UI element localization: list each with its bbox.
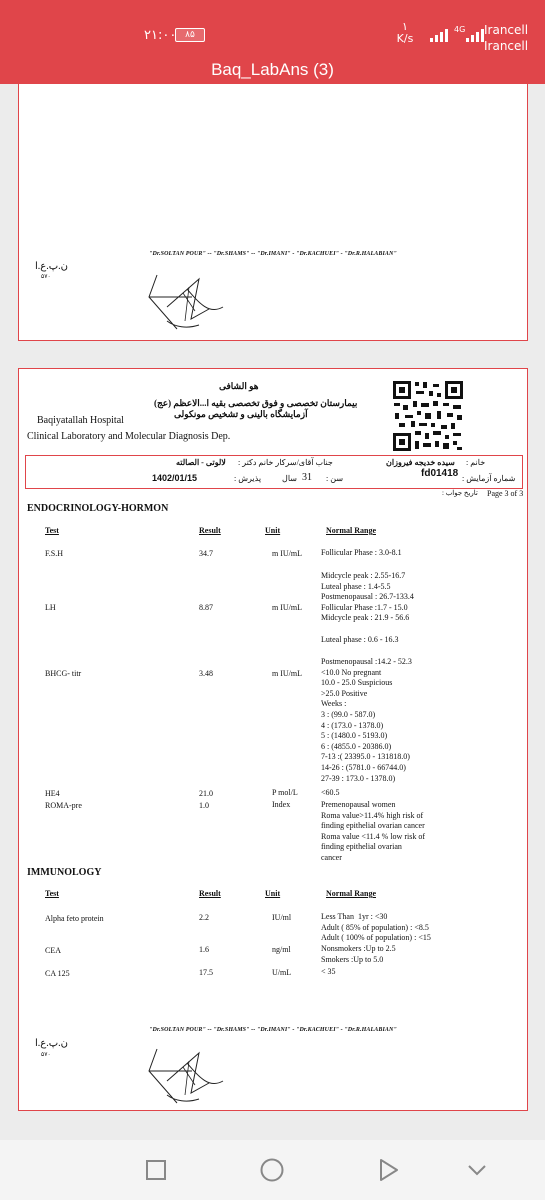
square-icon (145, 1159, 167, 1181)
hide-nav-button[interactable] (463, 1156, 491, 1184)
report-page-1[interactable] (18, 84, 528, 341)
recent-apps-button[interactable] (142, 1156, 170, 1184)
normal-range: Nonsmokers :Up to 2.5 Smokers :Up to 5.0 (321, 944, 396, 964)
test-unit: m IU/mL (272, 603, 302, 612)
qr-code-icon (391, 379, 465, 453)
test-name: F.S.H (45, 549, 64, 558)
back-button[interactable] (374, 1156, 402, 1184)
carrier-names (484, 22, 528, 54)
test-result: 1.6 (199, 945, 209, 954)
doctors-footer: "Dr.SOLTAN POUR" -- "Dr.SHAMS" -- "Dr.IMANI" - "Dr.KACHUEI" - "Dr.R.HALABIAN" (149, 1027, 397, 1033)
home-button[interactable] (258, 1156, 286, 1184)
test-number-label: شماره آزمایش : (462, 474, 516, 483)
signature-icon (137, 1041, 237, 1111)
referring-doctor: لالوتی - الصالته (176, 458, 226, 467)
chevron-down-icon (466, 1163, 488, 1177)
normal-range: Postmenopausal :14.2 - 52.3 <10.0 No pregnant 10.0 - 25.0 Suspicious >25.0 Positive Weeks : 3 : (99.0 - 587.0) 4 : (173.0 - 1378.0) 5 : (1480.0 - 5193.0) 6 : (4855.0 - 20386.0) 7-13 :( 23395.0 - 131818.0) 14-26 : (5781.0 - 66744.0) 27-39 : 173.0 - 1378.0) (321, 657, 412, 783)
doctors-footer: "Dr.SOLTAN POUR" -- "Dr.SHAMS" -- "Dr.IMANI" - "Dr.KACHUEI" - "Dr.R.HALABIAN" (149, 251, 397, 257)
hospital-name-en: Baqiyatallah Hospital (37, 415, 124, 426)
referring-doctor-label: جناب آقای/سرکار خانم دکتر : (238, 458, 333, 467)
reception-label: پذیرش : (234, 474, 262, 483)
lab-stamp-number: ۵۷۰ (41, 274, 51, 280)
test-name: CEA (45, 946, 61, 955)
col-unit: Unit (265, 889, 281, 898)
age-value: 31 (302, 472, 312, 483)
section-immunology-title: IMMUNOLOGY (27, 867, 102, 878)
header-bismillah: هو الشافی (219, 381, 259, 391)
network-type: 4G (454, 25, 466, 34)
app-bar (0, 0, 545, 84)
normal-range: <60.5 (321, 788, 340, 797)
speed-unit: K/s (396, 32, 414, 45)
test-number: fd01418 (421, 468, 459, 479)
test-result: 21.0 (199, 789, 213, 798)
page-number: Page 3 of 3 (487, 489, 524, 498)
col-result: Result (199, 526, 221, 535)
lab-stamp-number: ۵۷۰ (41, 1052, 51, 1058)
status-bar (0, 18, 545, 58)
col-normal-range: Normal Range (326, 889, 376, 898)
age-label: سن : (326, 474, 344, 483)
col-result: Result (199, 889, 221, 898)
navigation-bar (0, 1140, 545, 1200)
col-test: Test (45, 526, 59, 535)
test-unit: Index (272, 800, 291, 809)
test-name: ROMA-pre (45, 801, 82, 810)
test-name: CA 125 (45, 969, 70, 978)
battery-icon: ۸۵ (175, 28, 205, 42)
test-unit: IU/ml (272, 913, 292, 922)
patient-info-box (25, 455, 523, 489)
test-unit: m IU/mL (272, 669, 302, 678)
test-result: 2.2 (199, 913, 209, 922)
normal-range: < 35 (321, 967, 336, 976)
test-unit: U/mL (272, 968, 292, 977)
network-speed (394, 21, 416, 45)
test-result: 1.0 (199, 801, 209, 810)
speed-value: ۱ (402, 20, 408, 33)
test-result: 34.7 (199, 549, 213, 558)
carrier-2: Irancell (484, 39, 529, 53)
normal-range: Less Than 1yr : <30 Adult ( 85% of population) : <8.5 Adult ( 100% of population) : <15 (321, 912, 431, 943)
col-test: Test (45, 889, 59, 898)
carrier-1: Irancell (484, 23, 529, 37)
test-unit: m IU/mL (272, 549, 302, 558)
test-name: Alpha feto protein (45, 914, 104, 923)
signal-strength-icon-2 (466, 28, 484, 42)
triangle-icon (377, 1158, 399, 1182)
normal-range: Follicular Phase : 3.0-8.1 (321, 548, 402, 557)
lady-label: خانم : (466, 458, 486, 467)
lab-name-fa: آزمایشگاه بالینی و تشخیص مونکولی (174, 409, 308, 419)
circle-icon (259, 1157, 285, 1183)
test-name: HE4 (45, 789, 60, 798)
test-unit: ng/ml (272, 945, 291, 954)
signature-icon (137, 267, 237, 337)
lab-stamp: ن.پ.ع.ا (35, 1038, 69, 1049)
patient-name: سیده خدیجه فیروزان (386, 458, 455, 467)
test-result: 17.5 (199, 968, 213, 977)
col-normal-range: Normal Range (326, 526, 376, 535)
age-unit: سال (282, 474, 297, 483)
normal-range: Premenopausal women Roma value>11.4% high risk of finding epithelial ovarian cancer Roma value <11.4 % low risk of finding epithelial ovarian cancer (321, 800, 425, 862)
document-title: Baq_LabAns (3) (211, 60, 334, 79)
test-unit: P mol/L (272, 788, 298, 797)
test-result: 8.87 (199, 603, 213, 612)
test-result: 3.48 (199, 669, 213, 678)
col-unit: Unit (265, 526, 281, 535)
test-name: BHCG- titr (45, 669, 82, 678)
reception-date: 1402/01/15 (152, 473, 198, 483)
department-name-en: Clinical Laboratory and Molecular Diagnosis Dep. (27, 431, 231, 442)
lab-stamp: ن.پ.ع.ا (35, 261, 69, 272)
test-name: LH (45, 603, 56, 612)
normal-range: Midcycle peak : 2.55-16.7 Luteal phase : 1.4-5.5 Postmenopausal : 26.7-133.4 Follicular Phase :1.7 - 15.0 Midcycle peak : 21.9 - 56.6 Luteal phase : 0.6 - 16.3 (321, 571, 414, 644)
hospital-name-fa: بیمارستان تخصصی و فوق تخصصی بقیه ا...الاعظم (عج) (154, 398, 358, 408)
status-time: ۲۱:۰۰ (144, 28, 177, 43)
report-page-3[interactable] (18, 368, 528, 1111)
signal-strength-icon (430, 28, 448, 42)
report-date-label: تاریخ جواب : (442, 489, 478, 497)
section-endocrinology-title: ENDOCRINOLOGY-HORMON (27, 503, 169, 514)
